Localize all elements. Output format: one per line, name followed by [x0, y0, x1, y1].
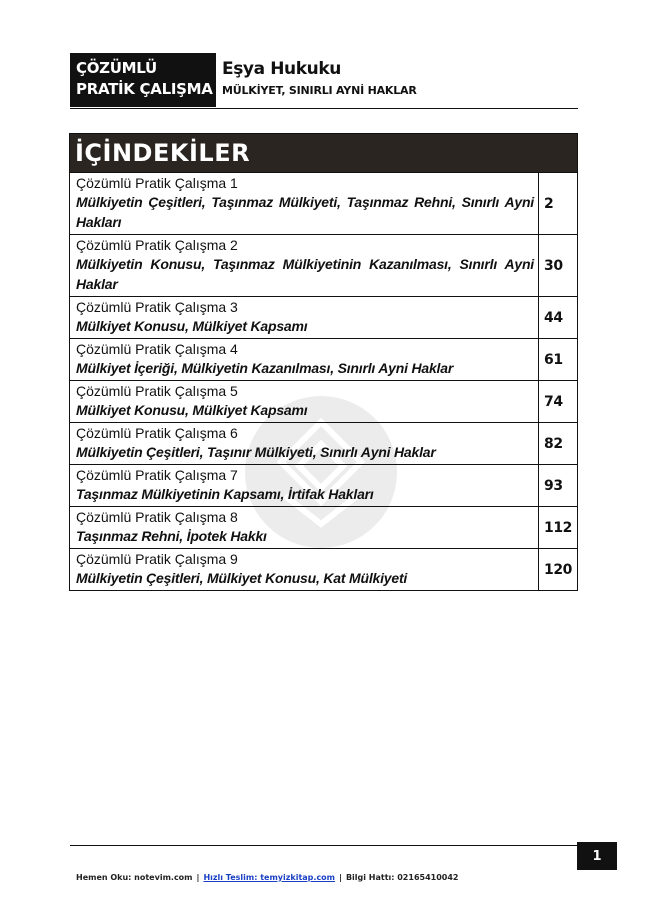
- toc-heading: İÇİNDEKİLER: [70, 134, 577, 172]
- toc-entry[interactable]: [70, 548, 577, 590]
- toc-entry-label: Çözümlü Pratik Çalışma 8: [76, 509, 238, 525]
- toc-entry-page: 82: [544, 435, 563, 452]
- footer-separator: |: [196, 873, 200, 882]
- book-header: [222, 59, 417, 97]
- toc-entry[interactable]: [70, 506, 577, 548]
- toc-entry-description: Mülkiyetin Çeşitleri, Taşınmaz Mülkiyeti, Taşınmaz Rehni, Sınırlı Ayni Hakları: [76, 194, 534, 230]
- toc-entry-label: Çözümlü Pratik Çalışma 3: [76, 299, 238, 315]
- footer-delivery-link[interactable]: Hızlı Teslim: temyizkitap.com: [203, 873, 336, 882]
- toc-entry[interactable]: [70, 380, 577, 422]
- toc-entry-label: Çözümlü Pratik Çalışma 4: [76, 341, 238, 357]
- toc-entry[interactable]: [70, 234, 577, 296]
- toc-entry-page: 30: [544, 257, 563, 274]
- toc-entry-description: Taşınmaz Rehni, İpotek Hakkı: [76, 528, 267, 544]
- toc-entry[interactable]: [70, 296, 577, 338]
- series-badge: [70, 53, 216, 107]
- toc-entry-page: 120: [544, 561, 573, 578]
- toc-entry-page: 112: [544, 519, 573, 536]
- toc-entry-description: Mülkiyetin Çeşitleri, Mülkiyet Konusu, Kat Mülkiyeti: [76, 570, 408, 586]
- toc-entry-label: Çözümlü Pratik Çalışma 1: [76, 175, 238, 191]
- footer-divider: [70, 845, 578, 846]
- toc-entry-label: Çözümlü Pratik Çalışma 5: [76, 383, 238, 399]
- book-title: Eşya Hukuku: [222, 59, 341, 79]
- table-of-contents: [69, 133, 578, 591]
- series-line-1: ÇÖZÜMLÜ: [76, 59, 157, 77]
- toc-entry-description: Taşınmaz Mülkiyetinin Kapsamı, İrtifak Hakları: [76, 486, 374, 502]
- header-divider: [70, 108, 578, 109]
- toc-entry-label: Çözümlü Pratik Çalışma 6: [76, 425, 238, 441]
- book-subtitle: MÜLKİYET, SINIRLI AYNİ HAKLAR: [222, 84, 417, 97]
- toc-entry-description: Mülkiyet Konusu, Mülkiyet Kapsamı: [76, 318, 308, 334]
- toc-entry[interactable]: [70, 422, 577, 464]
- toc-entry-page: 74: [544, 393, 563, 410]
- toc-entry-page: 44: [544, 309, 563, 326]
- toc-entry[interactable]: [70, 338, 577, 380]
- toc-entry[interactable]: [70, 464, 577, 506]
- toc-entry-page: 93: [544, 477, 563, 494]
- toc-entry[interactable]: [70, 172, 577, 234]
- footer-read-text: Hemen Oku: notevim.com: [76, 873, 193, 882]
- footer: [76, 873, 458, 882]
- toc-entry-page: 61: [544, 351, 563, 368]
- series-line-2: PRATİK ÇALIŞMA: [76, 80, 213, 98]
- page-number: 1: [577, 842, 617, 870]
- footer-hotline-text: Bilgi Hattı: 02165410042: [345, 873, 459, 882]
- toc-entry-description: Mülkiyet Konusu, Mülkiyet Kapsamı: [76, 402, 308, 418]
- toc-entry-page: 2: [544, 195, 554, 212]
- toc-entry-label: Çözümlü Pratik Çalışma 2: [76, 237, 238, 253]
- toc-entry-description: Mülkiyet İçeriği, Mülkiyetin Kazanılması, Sınırlı Ayni Haklar: [76, 360, 454, 376]
- toc-entry-label: Çözümlü Pratik Çalışma 9: [76, 551, 238, 567]
- toc-entry-description: Mülkiyetin Çeşitleri, Taşınır Mülkiyeti, Sınırlı Ayni Haklar: [76, 444, 436, 460]
- footer-separator: |: [339, 873, 342, 882]
- toc-entry-label: Çözümlü Pratik Çalışma 7: [76, 467, 238, 483]
- toc-entry-description: Mülkiyetin Konusu, Taşınmaz Mülkiyetinin Kazanılması, Sınırlı Ayni Haklar: [76, 256, 534, 292]
